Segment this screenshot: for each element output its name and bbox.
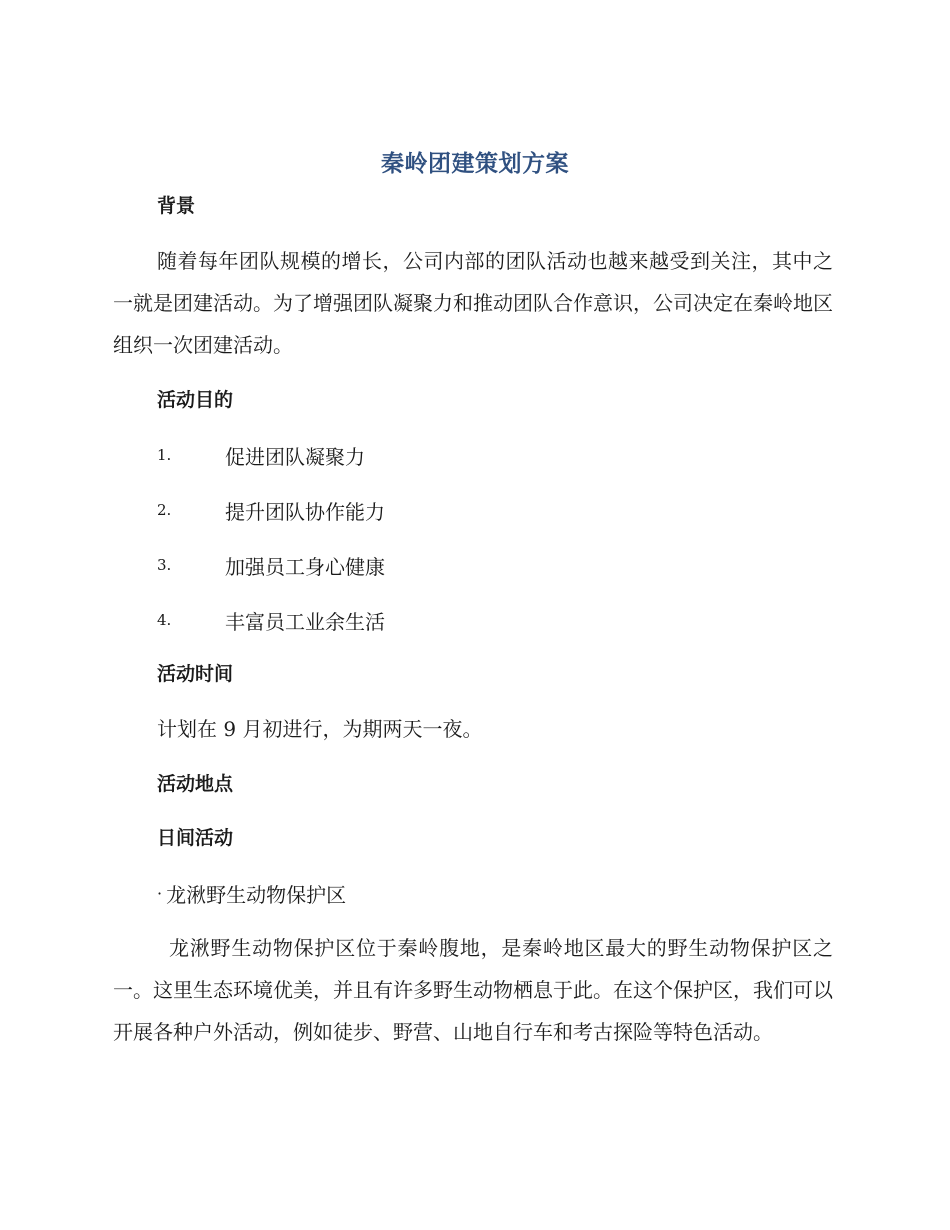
bullet-item [157,879,346,907]
list-number: 2. [157,501,172,519]
paragraph-time: 计划在 9 月初进行，为期两天一夜。 [157,717,483,741]
list-item [157,551,385,579]
paragraph-background: 随着每年团队规模的增长，公司内部的团队活动也越来越受到关注，其中之一就是团建活动。为了增强团队凝聚力和推动团队合作意识，公司决定在秦岭地区组织一次团建活动。 [113,249,833,357]
list-item [157,496,385,524]
list-number: 4. [157,611,172,629]
heading-purpose: 活动目的 [157,389,234,411]
heading-daytime: 日间活动 [157,827,234,849]
paragraph-daytime: 龙湫野生动物保护区位于秦岭腹地，是秦岭地区最大的野生动物保护区之一。这里生态环境优美，并且有许多野生动物栖息于此。在这个保护区，我们可以开展各种户外活动，例如徒步、野营、山地自行车和考古探险等特色活动。 [113,936,833,1044]
list-text: 丰富员工业余生活 [225,609,385,634]
heading-time: 活动时间 [157,663,234,685]
bullet-text: 龙湫野生动物保护区 [166,882,347,907]
list-text: 促进团队凝聚力 [225,444,365,469]
heading-background: 背景 [157,195,196,217]
list-item [157,441,365,469]
list-text: 加强员工身心健康 [225,554,385,579]
list-number: 3. [157,556,172,574]
list-number: 1. [157,446,172,464]
list-text: 提升团队协作能力 [225,499,385,524]
heading-location: 活动地点 [157,773,234,795]
document-title: 秦岭团建策划方案 [381,151,569,177]
bullet-dot: · [157,883,163,903]
list-item [157,606,385,634]
